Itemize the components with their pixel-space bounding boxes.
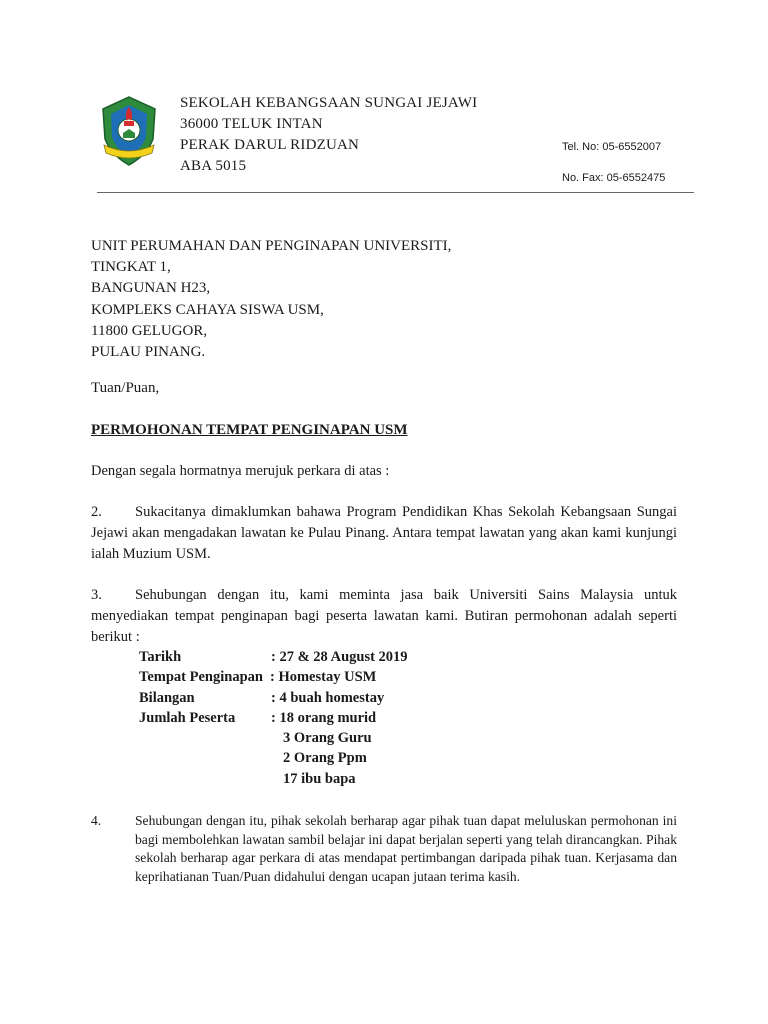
detail-value: : Homestay USM [270,669,377,686]
recipient-line: BANGUNAN H23, [91,280,211,297]
detail-label: Jumlah Peserta [139,709,236,726]
school-postcode-city: 36000 TELUK INTAN [180,116,323,132]
recipient-line: PULAU PINANG. [91,344,206,361]
paragraph-2 [91,502,677,565]
school-name: SEKOLAH KEBANGSAAN SUNGAI JEJAWI [180,95,478,111]
detail-value: 17 ibu bapa [283,770,356,787]
school-code: ABA 5015 [180,158,247,174]
letterhead-divider [97,192,694,193]
detail-value: : 18 orang murid [271,709,377,726]
paragraph-number: 4. [91,813,102,828]
paragraph-number: 3. [91,587,102,603]
school-crest-icon [100,95,158,167]
paragraph-text: Sukacitanya dimaklumkan bahawa Program Pendidikan Khas Sekolah Kebangsaan Sungai Jejawi akan mengadakan lawatan ke Pulau Pinang. Antara tempat lawatan yang akan kami kunjungi ialah Muzium USM. [91,504,677,562]
recipient-address [91,236,451,363]
detail-value: 2 Orang Ppm [283,750,367,767]
paragraph-4 [91,812,677,886]
school-address-block [180,93,477,177]
telephone-number: Tel. No: 05-6552007 [562,141,662,153]
detail-label: Bilangan [139,689,195,706]
paragraph-number: 2. [91,504,102,520]
detail-label: Tempat Penginapan [139,669,263,686]
paragraph-text: Sehubungan dengan itu, pihak sekolah berharap agar pihak tuan dapat meluluskan permohonan ini bagi membolehkan lawatan sambil belajar ini dapat berjalan seperti yang telah dirancangkan. Pihak sekolah berharap agar perkara di atas mendapat pertimbangan daripada pihak tuan. Kerjasama dan keprihatianan Tuan/Puan didahului dengan ucapan jutaan terima kasih. [135,813,677,884]
letter-subject: PERMOHONAN TEMPAT PENGINAPAN USM [91,422,408,438]
salutation: Tuan/Puan, [91,380,160,396]
school-state: PERAK DARUL RIDZUAN [180,137,360,153]
fax-number: No. Fax: 05-6552475 [562,172,666,184]
detail-value: 3 Orang Guru [283,730,372,747]
detail-value: : 27 & 28 August 2019 [271,649,408,665]
paragraph-text: Sehubungan dengan itu, kami meminta jasa baik Universiti Sains Malaysia untuk menyediakan tempat penginapan bagi peserta lawatan kami. Butiran permohonan adalah seperti berikut : [91,587,677,645]
recipient-line: UNIT PERUMAHAN DAN PENGINAPAN UNIVERSITI, [91,238,452,254]
recipient-line: KOMPLEKS CAHAYA SISWA USM, [91,301,324,318]
detail-label: Tarikh [139,649,182,665]
recipient-line: TINGKAT 1, [91,259,171,276]
recipient-line: 11800 GELUGOR, [91,322,208,339]
detail-value: : 4 buah homestay [271,689,385,706]
paragraph-3 [91,585,677,648]
opening-line: Dengan segala hormatnya merujuk perkara di atas : [91,463,390,479]
